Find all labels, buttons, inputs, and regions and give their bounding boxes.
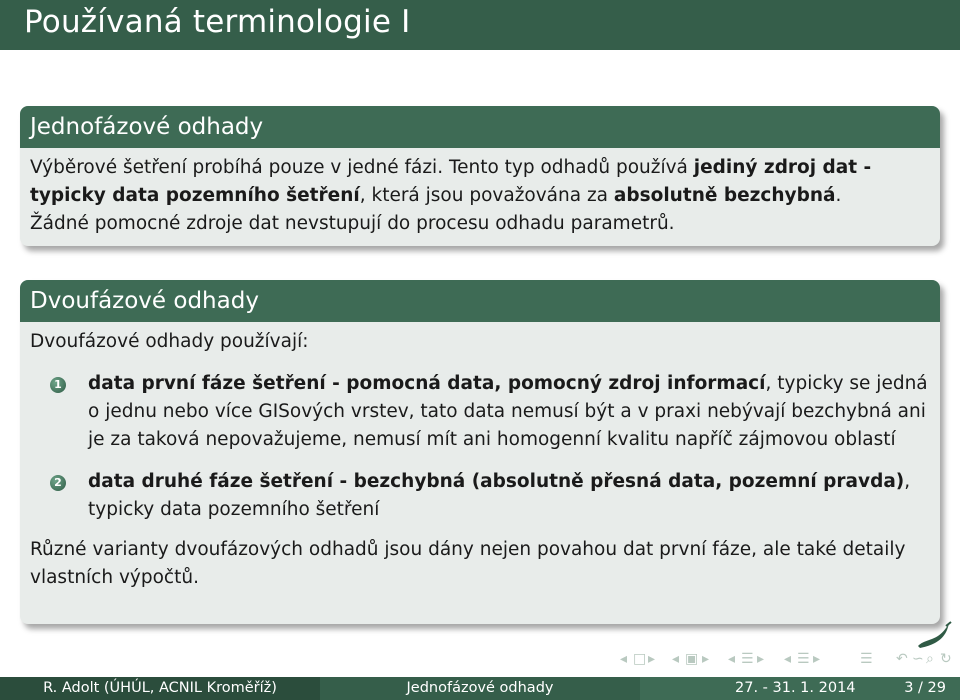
title-bar [0,0,960,50]
text-run: Výběrové šetření probíhá pouze v jedné fázi. Tento typ odhadů používá [30,157,694,178]
list-number-icon: 2 [50,475,66,491]
nav-next-subsection-icon[interactable]: ▸ [702,651,710,667]
block-single-phase-title: Jednofázové odhady [20,106,940,148]
text-run: , typicky se jedná o jednu nebo více GISových vrstev, tato data nemusí být a v praxi nebývají bezchybná ani je za taková nepovažujeme, nemusí mít ani homogenní kvalitu napříč zájmovou oblastí [88,373,928,450]
footer-page-number: 3 / 29 [904,680,946,696]
nav-next-section-icon[interactable]: ▸ [757,651,765,667]
text-run: . [835,185,842,206]
beamer-navigation[interactable] [600,651,956,673]
footer-right [640,677,960,700]
list-item [30,468,930,524]
footer-date: 27. - 31. 1. 2014 [735,680,856,696]
text-run: , která jsou považována za [359,185,614,206]
two-phase-intro: Dvoufázové odhady používají: [30,331,309,352]
nav-search-icon[interactable]: ⌕ [926,651,934,667]
text-run: , typicky data pozemního šetření [88,471,911,520]
block-two-phase [20,280,940,624]
nav-back-icon[interactable]: ↶ [896,651,908,667]
block-single-phase [20,106,940,246]
footer-topic: Jednofázové odhady [320,677,640,700]
single-phase-paragraph-2: Žádné pomocné zdroje dat nevstupují do procesu odhadu parametrů. [30,213,675,234]
bold-run: data druhé fáze šetření - bezchybná (absolutně přesná data, pozemní pravda) [88,471,905,492]
nav-outline-icon[interactable]: ☰ [860,651,873,667]
bold-run: jediný zdroj dat - typicky data pozemního šetření [30,157,872,206]
nav-refresh-icon[interactable]: ↻ [940,651,952,667]
slide-title: Používaná terminologie I [24,4,411,40]
two-phase-outro: Různé varianty dvoufázových odhadů jsou dány nejen povahou dat první fáze, ale také detaily vlastních výpočtů. [30,539,906,588]
nav-toggle-icon[interactable]: ∽ [912,651,924,667]
bold-run: data první fáze šetření - pomocná data, pomocný zdroj informací [88,373,766,394]
list-item [30,370,930,454]
nav-prev-section-icon[interactable]: ◂ [728,651,736,667]
nav-prev-frame-icon[interactable]: ◂ [620,651,628,667]
nav-prev-part-icon[interactable]: ◂ [784,651,792,667]
footer [0,677,960,700]
footer-author: R. Adolt (ÚHÚL, ACNIL Kroměříž) [0,677,320,700]
single-phase-paragraph-1 [30,154,930,210]
nav-subsection-icon[interactable]: ▣ [685,651,699,667]
nav-part-icon[interactable]: ☰ [797,651,810,667]
nav-next-frame-icon[interactable]: ▸ [648,651,656,667]
logo-mark-icon [916,620,952,650]
block-two-phase-body [20,322,940,602]
nav-prev-subsection-icon[interactable]: ◂ [672,651,680,667]
nav-frame-icon[interactable]: □ [633,651,647,667]
block-single-phase-body [20,148,940,246]
list-number-icon: 1 [50,377,66,393]
block-two-phase-title: Dvoufázové odhady [20,280,940,322]
nav-next-part-icon[interactable]: ▸ [813,651,821,667]
bold-run: absolutně bezchybná [613,185,836,206]
nav-section-icon[interactable]: ☰ [741,651,754,667]
